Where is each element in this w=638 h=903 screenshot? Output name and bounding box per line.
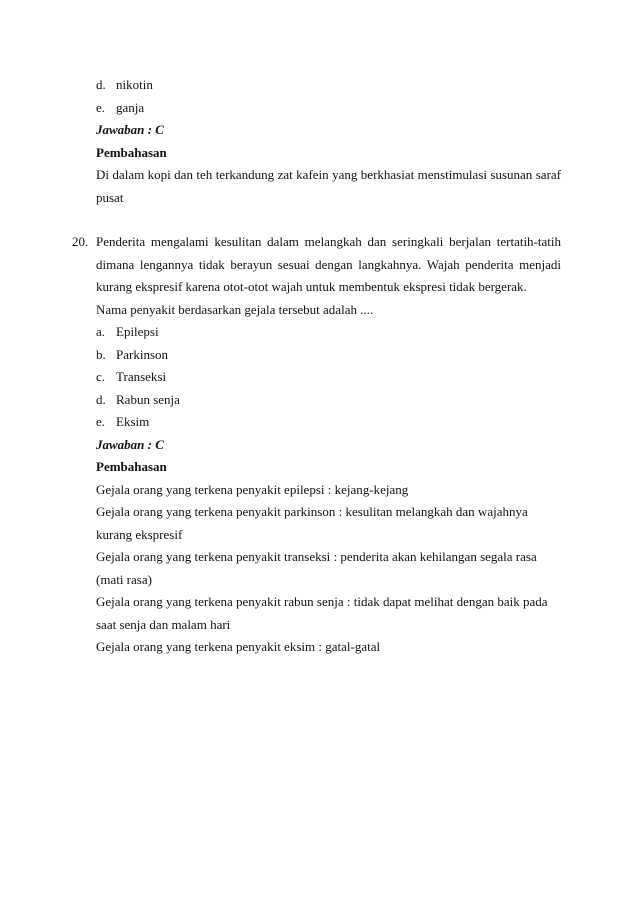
discussion-line: Gejala orang yang terkena penyakit rabun senja : tidak dapat melihat dengan baik pada: [96, 594, 548, 609]
option-e: [96, 97, 561, 120]
option-e: [96, 411, 561, 434]
option-text: Rabun senja: [116, 391, 180, 407]
discussion-line: Di dalam kopi dan teh terkandung zat kafein yang berkhasiat menstimulasi susunan saraf: [96, 167, 561, 182]
question-stem-line: kurang ekspresif karena otot-otot wajah untuk membentuk ekspresi tidak bergerak.: [96, 279, 527, 294]
option-text: ganja: [116, 99, 145, 115]
previous-question-section: [96, 74, 561, 209]
discussion-line: pusat: [96, 189, 124, 205]
discussion-line: Gejala orang yang terkena penyakit epilepsi : kejang-kejang: [96, 481, 409, 497]
option-b: [96, 344, 561, 367]
option-letter: d.: [96, 391, 106, 407]
answer-label: Jawaban : C: [96, 122, 164, 137]
option-text: Parkinson: [116, 346, 168, 362]
discussion-line: (mati rasa): [96, 571, 152, 587]
option-letter: e.: [96, 99, 106, 115]
discussion-line: Gejala orang yang terkena penyakit transeksi : penderita akan kehilangan segala rasa: [96, 549, 537, 564]
option-text: Transeksi: [116, 369, 167, 384]
question-20-section: [72, 231, 561, 659]
option-letter: e.: [96, 414, 106, 429]
question-number: 20.: [72, 234, 89, 249]
discussion-line: kurang ekspresif: [96, 526, 183, 542]
discussion-line: saat senja dan malam hari: [96, 616, 231, 632]
question-stem-line: Penderita mengalami kesulitan dalam melangkah dan seringkali berjalan tertatih-tatih: [96, 234, 561, 249]
question-stem-line: dimana lengannya tidak berayun sesuai dengan langkahnya. Wajah penderita menjadi: [96, 256, 561, 272]
option-text: Eksim: [116, 414, 150, 429]
discussion-line: Gejala orang yang terkena penyakit parkinson : kesulitan melangkah dan wajahnya: [96, 504, 528, 519]
option-a: [96, 321, 561, 344]
option-letter: b.: [96, 346, 106, 362]
discussion-heading: Pembahasan: [96, 144, 167, 160]
option-d: [96, 389, 561, 412]
option-text: nikotin: [116, 77, 153, 92]
option-c: [96, 366, 561, 389]
option-letter: a.: [96, 324, 106, 339]
question-stem-line: Nama penyakit berdasarkan gejala tersebut adalah ....: [96, 301, 374, 317]
option-letter: c.: [96, 369, 106, 384]
answer-label: Jawaban : C: [96, 436, 164, 452]
discussion-line: Gejala orang yang terkena penyakit eksim : gatal-gatal: [96, 639, 381, 654]
option-d: [96, 74, 561, 97]
discussion-heading: Pembahasan: [96, 459, 167, 474]
option-letter: d.: [96, 77, 106, 92]
option-text: Epilepsi: [116, 324, 159, 339]
